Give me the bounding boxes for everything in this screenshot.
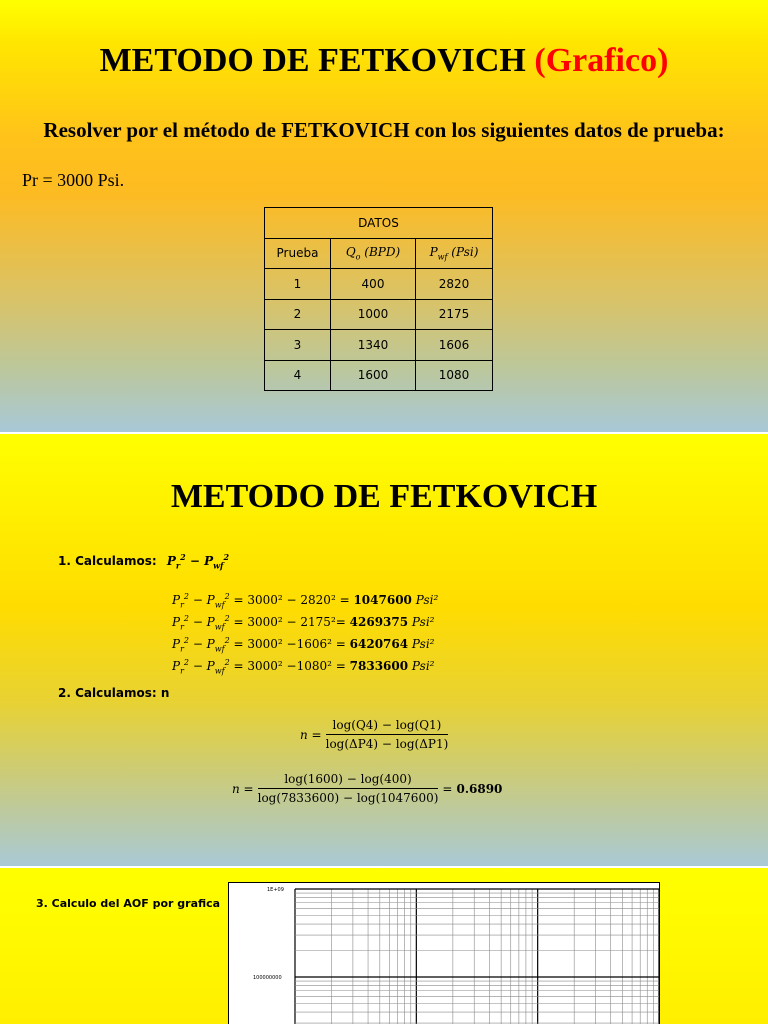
equation-rhs: = 3000² − 2175²=: [233, 615, 346, 629]
cell-prueba: 3: [265, 330, 331, 361]
equation-rhs: = 3000² −1080² =: [233, 659, 346, 673]
equation-unit: Psi²: [415, 593, 439, 607]
data-table: [264, 207, 493, 391]
log-log-chart: [228, 882, 660, 1024]
step1-heading: [58, 552, 229, 570]
header-pwf-text: $P_{wf}$ (Psi): [429, 245, 479, 262]
header-pwf: [416, 238, 493, 269]
equation-row: [172, 658, 434, 675]
cell-pwf: 2820: [416, 269, 493, 300]
slide-problem: [0, 0, 768, 432]
table-row: [265, 330, 493, 361]
title-accent: (Grafico): [534, 42, 669, 79]
equation-row: [172, 592, 438, 609]
equation-lhs: $P_r^2 - P_{wf}^2$: [172, 614, 230, 632]
cell-qo: 1340: [331, 330, 416, 361]
equation-rhs: = 3000² −1606² =: [233, 637, 346, 651]
equation-lhs: $P_r^2 - P_{wf}^2$: [172, 658, 230, 676]
equation-value: 4269375: [349, 615, 409, 629]
step1-expression: $P_r^2 - P_{wf}^2$: [166, 552, 230, 571]
n-formula-denominator: log(ΔP4) − log(ΔP1): [325, 737, 449, 751]
header-qo: [331, 238, 416, 269]
step1-label: 1. Calculamos:: [58, 554, 157, 568]
n-formula: [300, 718, 448, 751]
n-symbol: n =: [300, 727, 322, 742]
equation-value: 1047600: [353, 593, 412, 607]
cell-pwf: 2175: [416, 299, 493, 330]
cell-prueba: 1: [265, 269, 331, 300]
n-numeric-numerator: log(1600) − log(400): [284, 772, 412, 786]
header-qo-text: $Q_o$ (BPD): [345, 245, 401, 262]
table-header-row: [265, 238, 493, 269]
n-symbol: n =: [232, 781, 254, 796]
n-formula-numerator: log(Q4) − log(Q1): [332, 718, 442, 732]
table-row: [265, 269, 493, 300]
equation-row: [172, 636, 434, 653]
table-caption: DATOS: [265, 208, 493, 239]
slide2-title: METODO DE FETKOVICH: [170, 478, 598, 515]
step3-heading: 3. Calculo del AOF por grafica: [36, 897, 221, 910]
equation-row: [172, 614, 434, 631]
y-tick-label: 100000000: [253, 975, 282, 981]
fraction-bar: [258, 788, 439, 789]
equation-value: 7833600: [349, 659, 409, 673]
problem-statement: Resolver por el método de FETKOVICH con los siguientes datos de prueba:: [43, 118, 725, 142]
equals-sign: =: [442, 781, 453, 796]
n-result: 0.6890: [456, 781, 503, 796]
slide-graph: [0, 868, 768, 1024]
cell-pwf: 1606: [416, 330, 493, 361]
cell-prueba: 4: [265, 360, 331, 391]
equation-unit: Psi²: [411, 615, 435, 629]
cell-qo: 1600: [331, 360, 416, 391]
table-row: [265, 299, 493, 330]
cell-qo: 1000: [331, 299, 416, 330]
slide1-title: [0, 42, 768, 80]
equation-unit: Psi²: [411, 659, 435, 673]
equation-value: 6420764: [349, 637, 409, 651]
cell-prueba: 2: [265, 299, 331, 330]
n-numeric: [232, 772, 502, 805]
table-row: [265, 360, 493, 391]
header-prueba: Prueba: [265, 238, 331, 269]
y-tick-label: 1E+09: [267, 887, 284, 893]
slide-solution: [0, 434, 768, 866]
cell-pwf: 1080: [416, 360, 493, 391]
n-numeric-denominator: log(7833600) − log(1047600): [257, 791, 439, 805]
step2-heading: 2. Calculamos: n: [58, 686, 170, 700]
equation-rhs: = 3000² − 2820² =: [233, 593, 350, 607]
equation-unit: Psi²: [411, 637, 435, 651]
chart-grid: [229, 883, 659, 1024]
cell-qo: 400: [331, 269, 416, 300]
reservoir-pressure: Pr = 3000 Psi.: [22, 170, 125, 190]
title-main: METODO DE FETKOVICH: [99, 42, 526, 79]
fraction-bar: [326, 734, 449, 735]
equation-lhs: $P_r^2 - P_{wf}^2$: [172, 636, 230, 654]
equation-lhs: $P_r^2 - P_{wf}^2$: [172, 592, 230, 610]
